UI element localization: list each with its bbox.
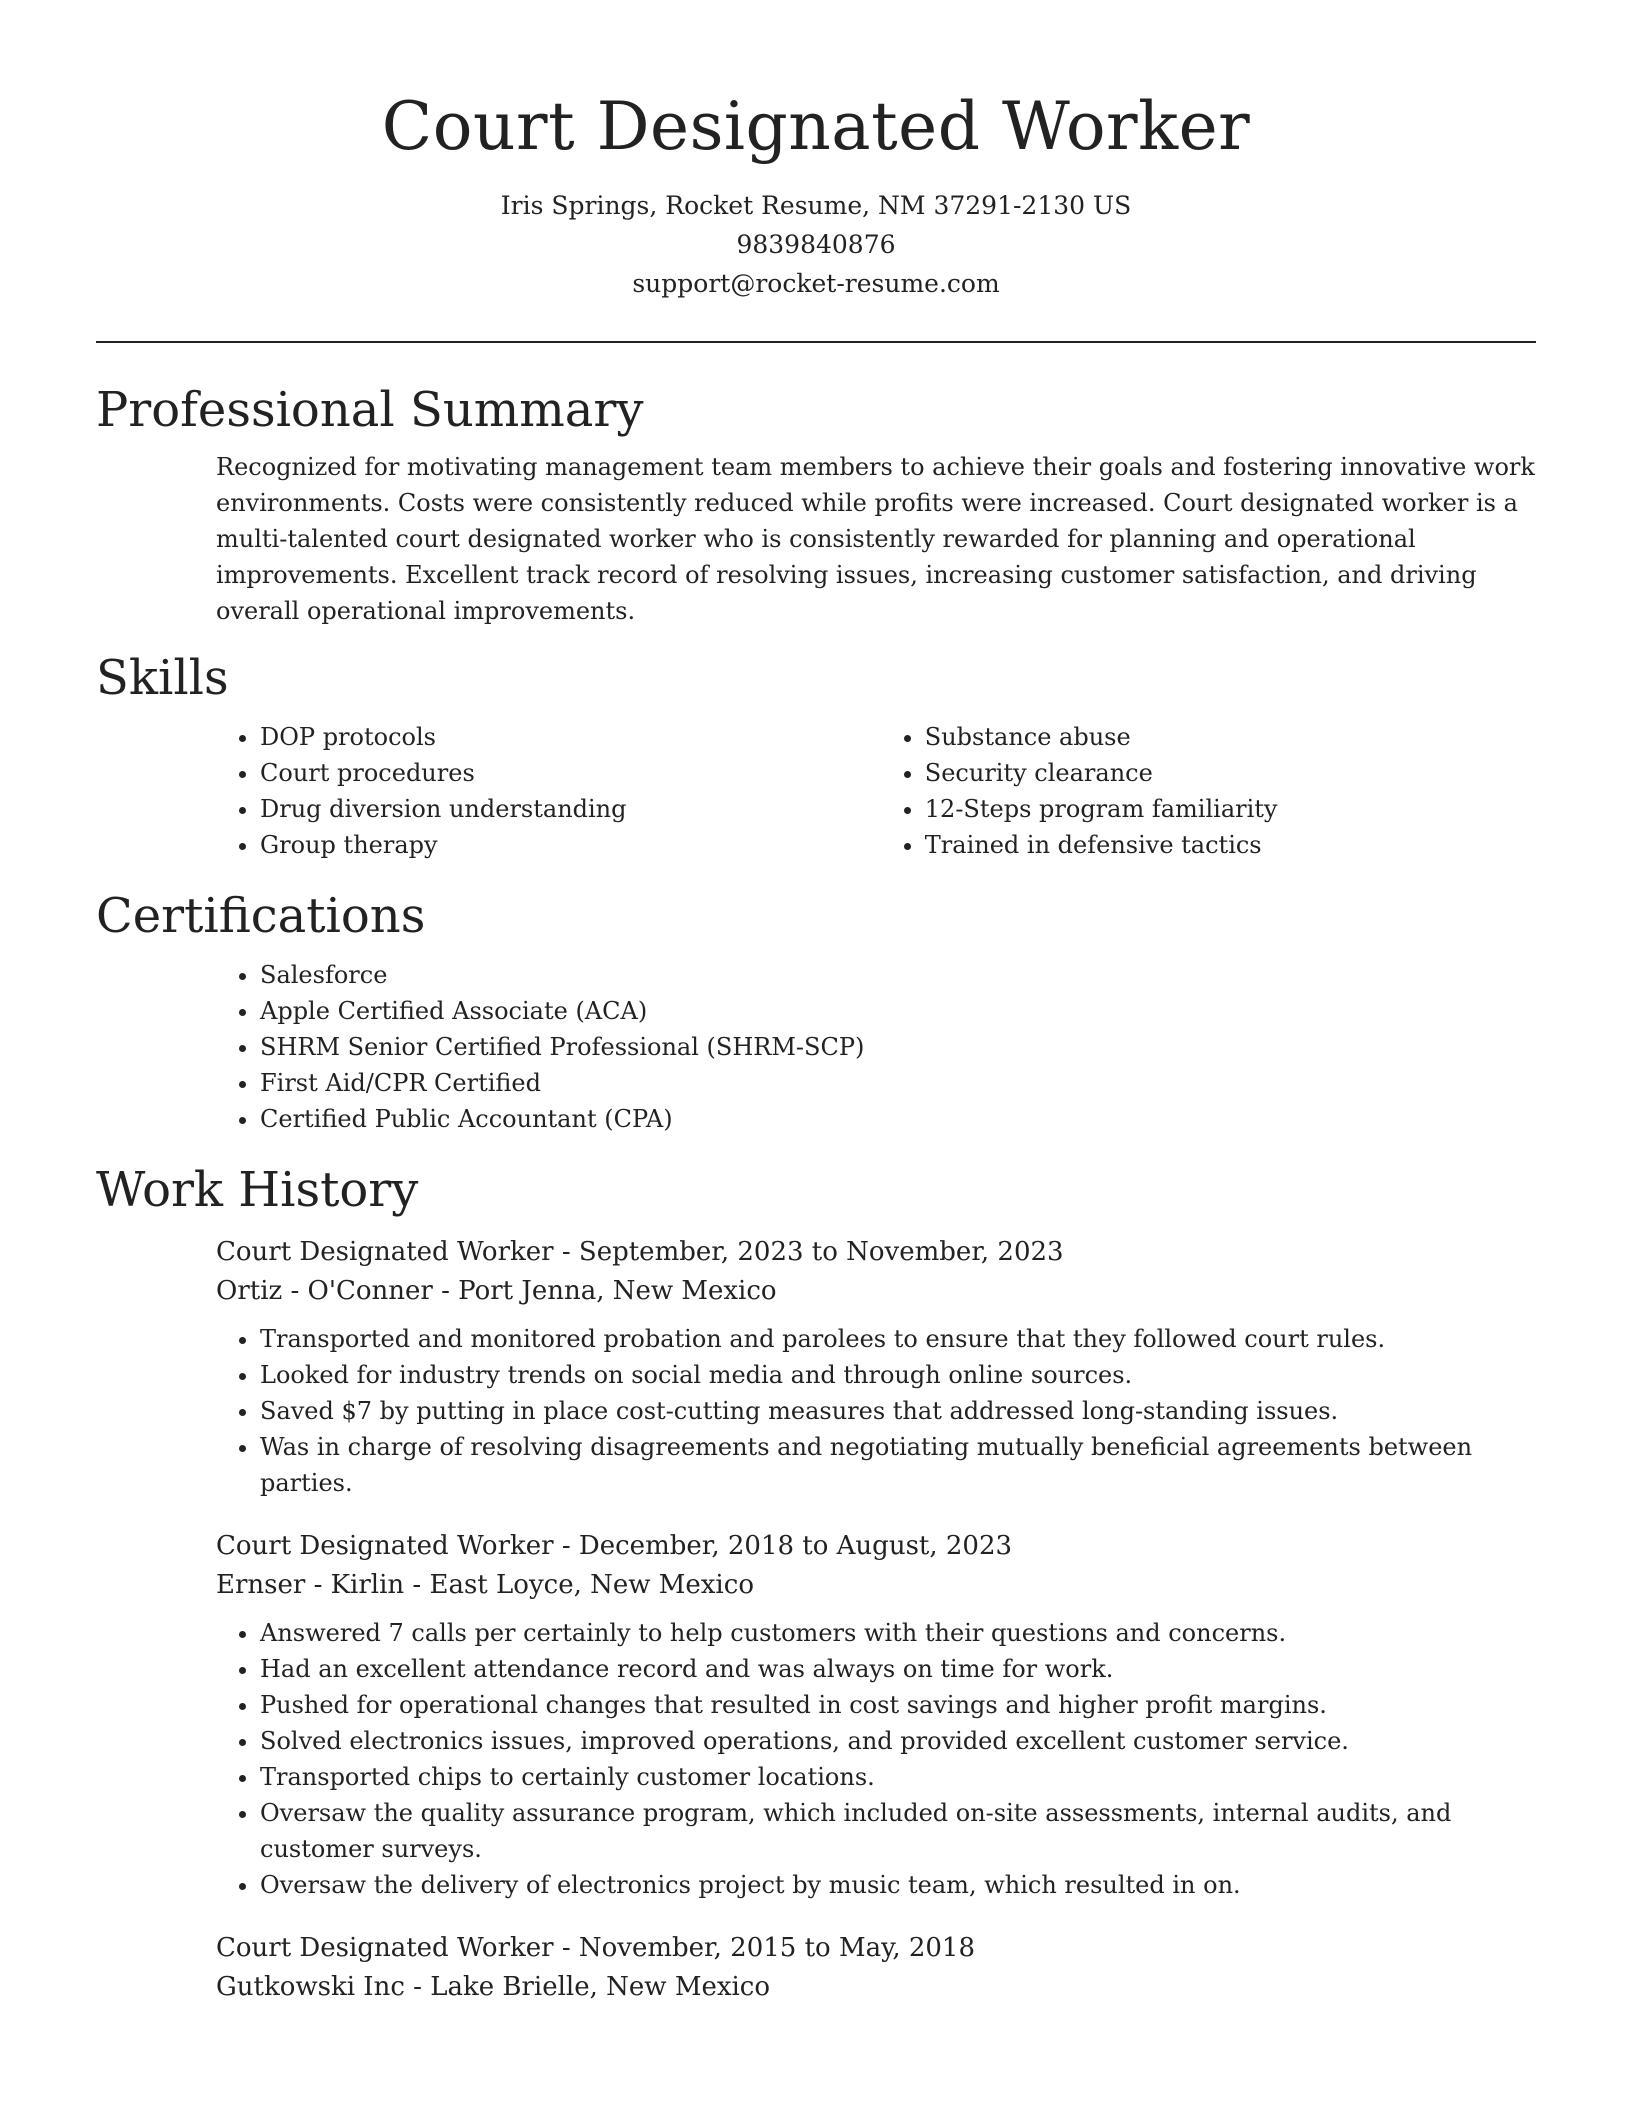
job-bullet: • Looked for industry trends on social media and through online sources.	[260, 1357, 1536, 1393]
skill-item: • Drug diversion understanding	[260, 791, 881, 827]
job-company: Gutkowski Inc	[216, 1972, 405, 2002]
resume-header	[96, 0, 1536, 303]
job-bullets	[216, 1615, 1536, 1903]
summary-text: Recognized for motivating management team members to achieve their goals and fostering innovative work environments. Costs were consistently reduced while profits were increased. Court designated worker is a multi-talented court designated worker who is consistently rewarded for planning and operational improvements. Excellent track record of resolving issues, increasing customer satisfaction, and driving overall operational improvements.	[216, 453, 1535, 625]
summary-section	[96, 379, 1536, 629]
job-bullet: • Saved $7 by putting in place cost-cutting measures that addressed long-standing issues.	[260, 1393, 1536, 1429]
job-bullet: • Oversaw the quality assurance program, which included on-site assessments, internal audits, and customer surveys.	[260, 1795, 1536, 1867]
candidate-name: Court Designated Worker	[381, 88, 1251, 165]
job-bullet: • Answered 7 calls per certainly to help customers with their questions and concerns.	[260, 1615, 1536, 1651]
job-title-line	[216, 1233, 1536, 1272]
certification-item: • SHRM Senior Certified Professional (SHRM-SCP)	[260, 1029, 1536, 1065]
certification-item: • Salesforce	[260, 957, 1536, 993]
job-entry	[216, 1527, 1536, 1903]
job-dates: - November, 2015 to May, 2018	[553, 1933, 976, 1963]
job-location: - Lake Brielle, New Mexico	[404, 1972, 771, 2002]
work-history-section	[96, 1159, 1536, 2007]
job-bullet: • Had an excellent attendance record and was always on time for work.	[260, 1651, 1536, 1687]
skill-item: • Trained in defensive tactics	[925, 827, 1536, 863]
job-dates: - September, 2023 to November, 2023	[553, 1237, 1064, 1267]
job-title-line	[216, 1527, 1536, 1566]
certifications-title: Certifications	[96, 888, 426, 944]
job-company: Ernser - Kirlin	[216, 1570, 405, 1600]
header-divider	[96, 341, 1536, 343]
job-bullet: • Transported and monitored probation and parolees to ensure that they followed court rules.	[260, 1321, 1536, 1357]
certifications-list	[216, 957, 1536, 1137]
email: support@rocket-resume.com	[632, 269, 1000, 298]
job-bullet: • Solved electronics issues, improved operations, and provided excellent customer service.	[260, 1723, 1536, 1759]
phone: 9839840876	[736, 230, 896, 259]
skill-item: • Security clearance	[925, 755, 1536, 791]
job-role: Court Designated Worker	[216, 1933, 554, 1963]
certification-item: • Apple Certified Associate (ACA)	[260, 993, 1536, 1029]
job-company: Ortiz - O'Conner	[216, 1276, 433, 1306]
certification-item: • Certified Public Accountant (CPA)	[260, 1101, 1536, 1137]
skill-item: • 12-Steps program familiarity	[925, 791, 1536, 827]
skills-title: Skills	[96, 650, 229, 706]
summary-title: Professional Summary	[96, 382, 644, 438]
skills-grid	[216, 719, 1536, 863]
job-role: Court Designated Worker	[216, 1237, 554, 1267]
skills-section	[96, 647, 1536, 863]
skill-item: • DOP protocols	[260, 719, 881, 755]
job-company-line	[216, 1566, 1536, 1605]
skill-item: • Group therapy	[260, 827, 881, 863]
job-company-line	[216, 1968, 1536, 2007]
job-bullet: • Was in charge of resolving disagreements and negotiating mutually beneficial agreements between parties.	[260, 1429, 1536, 1501]
work-history-title: Work History	[96, 1162, 419, 1218]
address: Iris Springs, Rocket Resume, NM 37291-2130 US	[500, 191, 1132, 220]
job-bullet: • Pushed for operational changes that resulted in cost savings and higher profit margins.	[260, 1687, 1536, 1723]
skill-item: • Substance abuse	[925, 719, 1536, 755]
job-entry	[216, 1929, 1536, 2007]
job-bullets	[216, 1321, 1536, 1501]
job-location: - East Loyce, New Mexico	[404, 1570, 754, 1600]
job-dates: - December, 2018 to August, 2023	[553, 1531, 1013, 1561]
job-bullet: • Oversaw the delivery of electronics project by music team, which resulted in on.	[260, 1867, 1536, 1903]
job-role: Court Designated Worker	[216, 1531, 554, 1561]
skill-item: • Court procedures	[260, 755, 881, 791]
skills-list-left	[216, 719, 881, 863]
job-title-line	[216, 1929, 1536, 1968]
contact-info	[96, 186, 1536, 303]
certification-item: • First Aid/CPR Certified	[260, 1065, 1536, 1101]
job-entry	[216, 1233, 1536, 1501]
job-bullet: • Transported chips to certainly customer locations.	[260, 1759, 1536, 1795]
certifications-section	[96, 885, 1536, 1137]
job-company-line	[216, 1272, 1536, 1311]
skills-list-right	[881, 719, 1536, 863]
job-location: - Port Jenna, New Mexico	[432, 1276, 777, 1306]
